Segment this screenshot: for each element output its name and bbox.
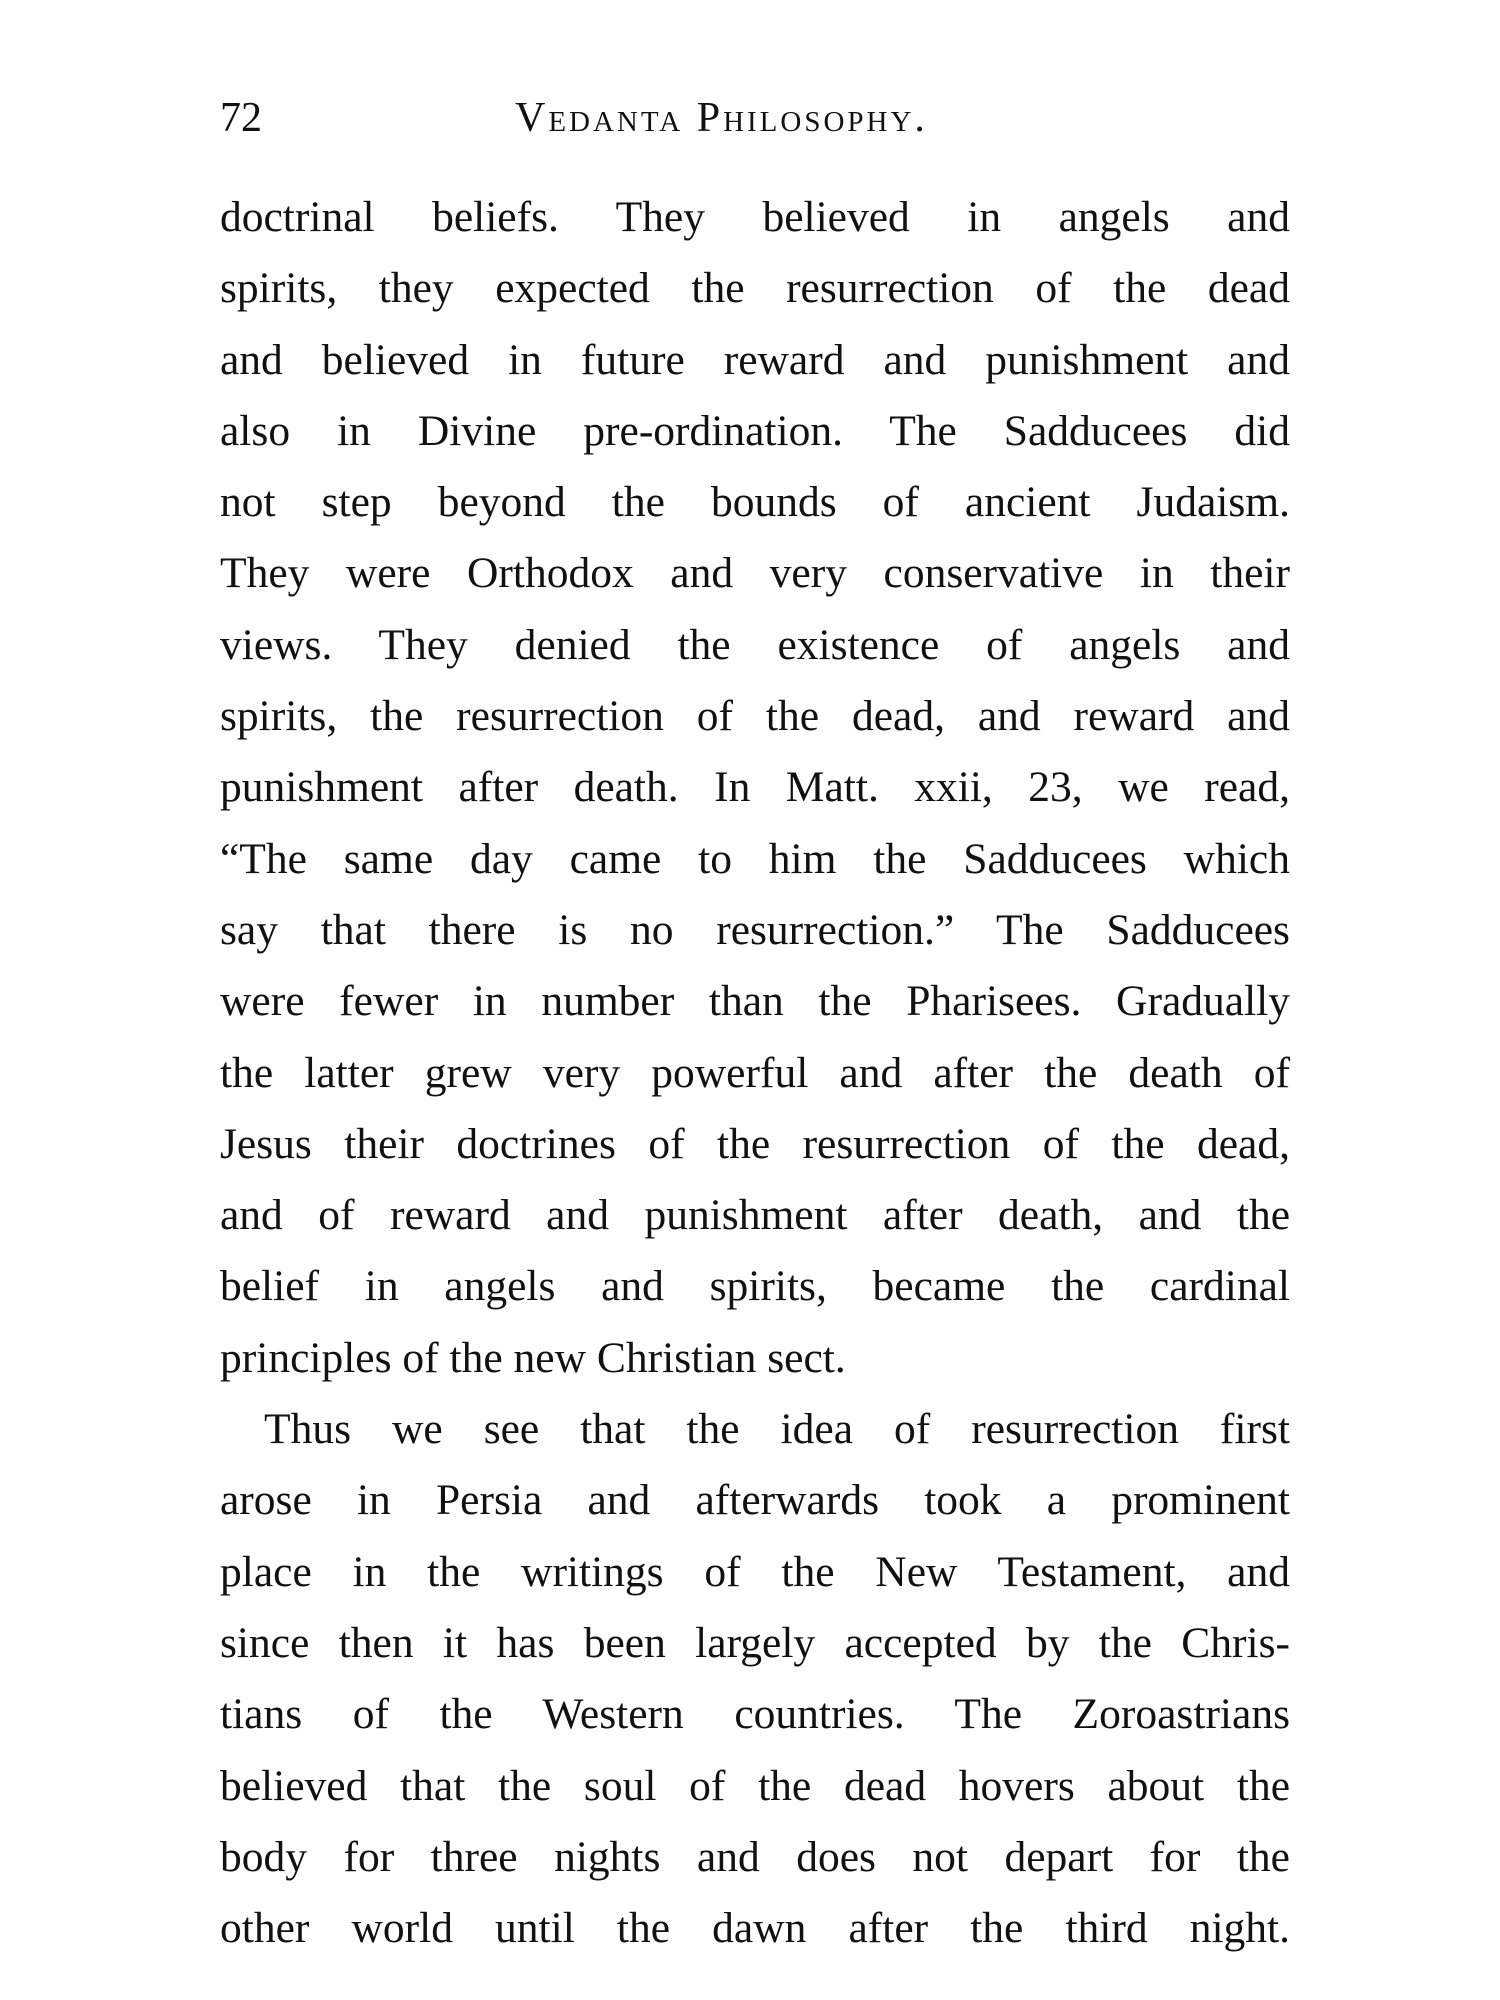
text-line: Jesus their doctrines of the resurrection of the dead,	[220, 1119, 1290, 1168]
text-line: belief in angels and spirits, became the cardinal	[220, 1262, 1290, 1311]
text-line: views. They denied the existence of angels and	[220, 620, 1290, 669]
text-line: were fewer in number than the Pharisees. Gradually	[220, 977, 1290, 1026]
text-line: tians of the Western countries. The Zoroastrians	[220, 1690, 1290, 1739]
text-line: also in Divine pre-ordination. The Sadducees did	[220, 406, 1290, 455]
text-line: punishment after death. In Matt. xxii, 23, we read,	[220, 763, 1290, 812]
text-line: the latter grew very powerful and after the death of	[220, 1048, 1290, 1097]
text-line: other world until the dawn after the third night.	[220, 1904, 1290, 1953]
text-line: believed that the soul of the dead hovers about the	[220, 1761, 1290, 1810]
text-line: say that there is no resurrection.” The Sadducees	[220, 905, 1290, 954]
text-line: “The same day came to him the Sadducees which	[220, 834, 1290, 883]
text-line: and of reward and punishment after death, and the	[220, 1191, 1290, 1240]
text-line: body for three nights and does not depart for the	[220, 1832, 1290, 1881]
text-line: doctrinal beliefs. They believed in angels and	[220, 193, 1290, 241]
text-line: Thus we see that the idea of resurrection first	[264, 1405, 1290, 1454]
text-line: since then it has been largely accepted by the Chris-	[220, 1618, 1290, 1667]
text-line: and believed in future reward and punishment and	[220, 335, 1290, 384]
text-line: They were Orthodox and very conservative in their	[220, 549, 1290, 598]
page-number: 72	[220, 95, 262, 141]
text-line: spirits, the resurrection of the dead, and reward and	[220, 692, 1290, 741]
running-title: Vedanta Philosophy.	[515, 95, 928, 141]
text-line: spirits, they expected the resurrection of the dead	[220, 264, 1290, 313]
body-text	[220, 182, 1290, 1964]
text-line: place in the writings of the New Testament, and	[220, 1547, 1290, 1596]
paragraph	[220, 1394, 1290, 1964]
text-line: arose in Persia and afterwards took a prominent	[220, 1476, 1290, 1525]
text-line: principles of the new Christian sect.	[220, 1333, 846, 1382]
text-line: not step beyond the bounds of ancient Judaism.	[220, 478, 1290, 527]
paragraph	[220, 182, 1290, 1394]
running-header	[220, 88, 1290, 148]
